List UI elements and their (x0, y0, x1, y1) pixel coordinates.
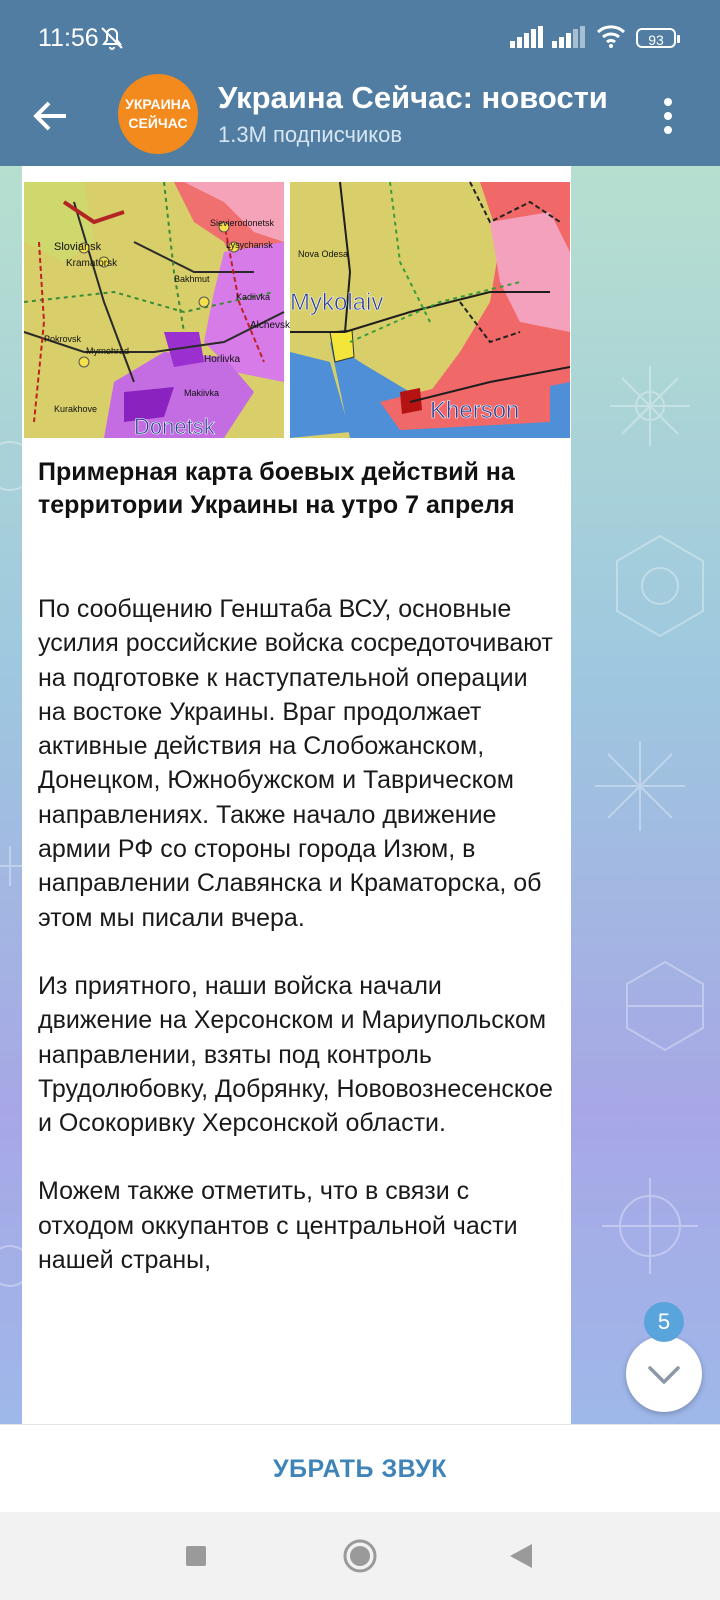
svg-text:Alchevsk: Alchevsk (250, 320, 291, 331)
svg-text:Kherson: Kherson (430, 397, 520, 424)
cell-signal-icon (510, 26, 544, 48)
scroll-to-bottom-button[interactable] (626, 1336, 702, 1412)
map-image-donbas[interactable] (24, 182, 291, 439)
cell-signal-2-icon (552, 26, 586, 48)
chevron-down-icon (626, 1336, 702, 1412)
unread-count-badge: 5 (644, 1302, 684, 1342)
message-body (38, 592, 558, 1277)
message-paragraph-1: По сообщению Генштаба ВСУ, основные усилия российские войска сосредоточивают на подготовке к наступательной операции на востоке Украины. Враг продолжает активные действия на Слобожанском, Донецком, Южнобужском и Таврическом направлениях. Также начало движение армии РФ со стороны города Изюм, в направлении Славянска и Краматорска, об этом мы писали вчера. (38, 595, 553, 932)
svg-text:Kurakhove: Kurakhove (54, 404, 98, 414)
avatar-line-1: УКРАИНА (125, 96, 191, 112)
map-donbas-graphic (24, 182, 291, 439)
svg-text:Pokrovsk: Pokrovsk (44, 334, 82, 344)
svg-text:Mykolaiv: Mykolaiv (290, 289, 384, 316)
home-icon[interactable] (342, 1538, 378, 1574)
message-title: Примерная карта боевых действий на территории Украины на утро 7 апреля (38, 458, 515, 519)
wifi-icon (596, 24, 626, 48)
svg-text:Makiivka: Makiivka (184, 388, 220, 398)
svg-text:Kadiivka: Kadiivka (236, 292, 271, 302)
status-bar (0, 0, 720, 78)
svg-text:Sievierodonetsk: Sievierodonetsk (210, 218, 275, 228)
system-navigation-bar (0, 1512, 720, 1600)
message-paragraph-3: Можем также отметить, что в связи с отходом оккупантов с центральной части нашей страны, (38, 1177, 518, 1275)
channel-avatar[interactable] (118, 74, 198, 154)
svg-text:Bakhmut: Bakhmut (174, 274, 210, 284)
notifications-off-icon (98, 25, 126, 51)
svg-text:Lysychansk: Lysychansk (226, 240, 273, 250)
map-image-kherson[interactable] (290, 182, 570, 438)
svg-text:Horlivka: Horlivka (204, 354, 241, 365)
message-paragraph-2: Из приятного, наши войска начали движение на Херсонском и Мариупольском направлении, взяты под контроль Трудолюбовку, Добрянку, Нововознесенское и Осокоривку Херсонской области. (38, 971, 553, 1138)
recent-apps-icon[interactable] (184, 1544, 208, 1568)
channel-subscribers: 1.3M подписчиков (218, 122, 403, 147)
channel-title[interactable]: Украина Сейчас: новости (218, 80, 608, 115)
svg-text:Kramatorsk: Kramatorsk (66, 258, 118, 269)
app-header (0, 0, 720, 166)
svg-text:Sloviansk: Sloviansk (54, 241, 102, 253)
svg-text:Donetsk: Donetsk (134, 414, 215, 439)
back-nav-icon[interactable] (508, 1542, 534, 1570)
battery-indicator: 93 (636, 28, 676, 48)
channel-bottom-bar (0, 1424, 720, 1513)
more-menu-icon[interactable] (662, 96, 674, 136)
status-time: 11:56 (38, 24, 99, 52)
avatar-line-2: СЕЙЧАС (128, 115, 188, 131)
map-kherson-graphic (290, 182, 570, 438)
mute-channel-button[interactable]: УБРАТЬ ЗВУК (272, 1455, 448, 1483)
svg-text:Myrnohrad: Myrnohrad (86, 346, 130, 356)
back-arrow-icon[interactable] (30, 94, 74, 138)
svg-text:Nova Odesa: Nova Odesa (298, 249, 349, 259)
